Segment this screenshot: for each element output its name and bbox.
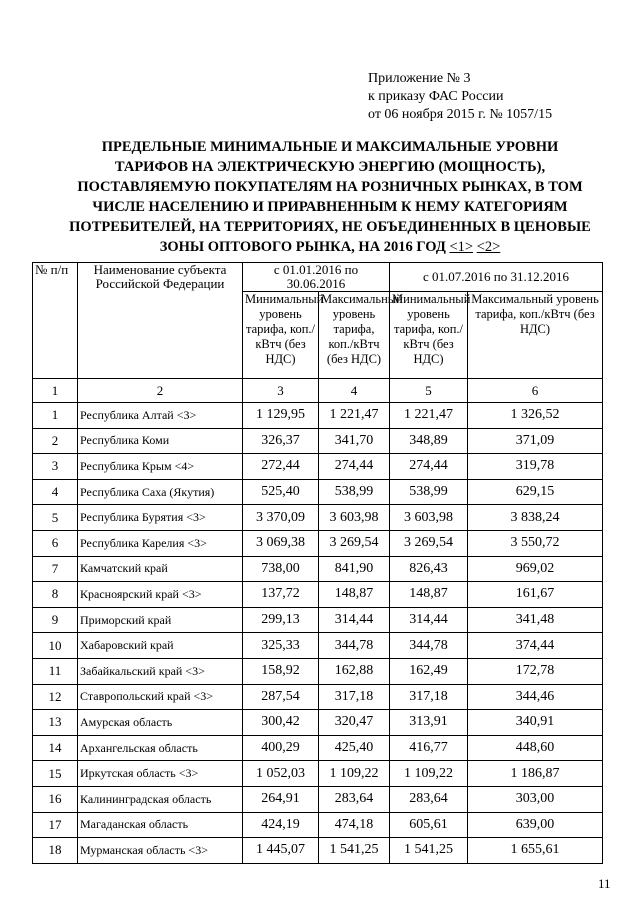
max-tariff-h2: 374,44 bbox=[468, 633, 603, 659]
min-tariff-h2: 826,43 bbox=[390, 556, 468, 582]
title-line-last bbox=[50, 237, 610, 257]
max-tariff-h1: 320,47 bbox=[319, 710, 390, 736]
table-row bbox=[33, 428, 603, 454]
max-tariff-h2: 161,67 bbox=[468, 582, 603, 608]
row-number: 8 bbox=[33, 582, 78, 608]
table-row bbox=[33, 812, 603, 838]
min-tariff-h1: 158,92 bbox=[243, 658, 319, 684]
max-tariff-h1: 474,18 bbox=[319, 812, 390, 838]
table-row bbox=[33, 761, 603, 787]
max-tariff-h1: 162,88 bbox=[319, 658, 390, 684]
table-row bbox=[33, 505, 603, 531]
table-row bbox=[33, 582, 603, 608]
subject-name: Республика Бурятия <3> bbox=[78, 505, 243, 531]
subject-name: Иркутская область <3> bbox=[78, 761, 243, 787]
max-tariff-h2: 969,02 bbox=[468, 556, 603, 582]
min-tariff-h2: 538,99 bbox=[390, 479, 468, 505]
table-row bbox=[33, 838, 603, 864]
min-tariff-h2: 3 603,98 bbox=[390, 505, 468, 531]
min-tariff-h2: 348,89 bbox=[390, 428, 468, 454]
min-tariff-h1: 326,37 bbox=[243, 428, 319, 454]
max-tariff-h1: 3 269,54 bbox=[319, 530, 390, 556]
row-number: 12 bbox=[33, 684, 78, 710]
min-tariff-h1: 1 445,07 bbox=[243, 838, 319, 864]
column-number: 6 bbox=[468, 379, 603, 403]
title-line: ПОСТАВЛЯЕМУЮ ПОКУПАТЕЛЯМ НА РОЗНИЧНЫХ РЫНКАХ, В ТОМ bbox=[77, 179, 583, 195]
header-max-1: Максимальный уровень тарифа, коп./кВтч (без НДС) bbox=[319, 292, 390, 379]
row-number: 14 bbox=[33, 735, 78, 761]
subject-name: Архангельская область bbox=[78, 735, 243, 761]
max-tariff-h2: 3 550,72 bbox=[468, 530, 603, 556]
appendix-line: к приказу ФАС России bbox=[368, 89, 504, 104]
header-min-2: Минимальный уровень тарифа, коп./кВтч (без НДС) bbox=[390, 292, 468, 379]
header-period-2: с 01.07.2016 по 31.12.2016 bbox=[390, 263, 603, 292]
max-tariff-h1: 538,99 bbox=[319, 479, 390, 505]
max-tariff-h2: 341,48 bbox=[468, 607, 603, 633]
max-tariff-h2: 340,91 bbox=[468, 710, 603, 736]
header-period-1: с 01.01.2016 по 30.06.2016 bbox=[243, 263, 390, 292]
subject-name: Республика Алтай <3> bbox=[78, 403, 243, 429]
min-tariff-h2: 314,44 bbox=[390, 607, 468, 633]
min-tariff-h2: 162,49 bbox=[390, 658, 468, 684]
max-tariff-h1: 317,18 bbox=[319, 684, 390, 710]
page-number: 11 bbox=[598, 876, 611, 891]
max-tariff-h1: 344,78 bbox=[319, 633, 390, 659]
table-row bbox=[33, 633, 603, 659]
row-number: 5 bbox=[33, 505, 78, 531]
max-tariff-h1: 841,90 bbox=[319, 556, 390, 582]
min-tariff-h1: 299,13 bbox=[243, 607, 319, 633]
subject-name: Забайкальский край <3> bbox=[78, 658, 243, 684]
subject-name: Калининградская область bbox=[78, 786, 243, 812]
max-tariff-h2: 1 655,61 bbox=[468, 838, 603, 864]
max-tariff-h2: 3 838,24 bbox=[468, 505, 603, 531]
max-tariff-h1: 274,44 bbox=[319, 454, 390, 480]
subject-name: Республика Саха (Якутия) bbox=[78, 479, 243, 505]
max-tariff-h2: 639,00 bbox=[468, 812, 603, 838]
max-tariff-h2: 344,46 bbox=[468, 684, 603, 710]
min-tariff-h2: 3 269,54 bbox=[390, 530, 468, 556]
row-number: 18 bbox=[33, 838, 78, 864]
max-tariff-h1: 425,40 bbox=[319, 735, 390, 761]
min-tariff-h1: 264,91 bbox=[243, 786, 319, 812]
min-tariff-h2: 1 541,25 bbox=[390, 838, 468, 864]
table-row bbox=[33, 556, 603, 582]
row-number: 15 bbox=[33, 761, 78, 787]
subject-name: Приморский край bbox=[78, 607, 243, 633]
row-number: 2 bbox=[33, 428, 78, 454]
min-tariff-h2: 283,64 bbox=[390, 786, 468, 812]
header-no: № п/п bbox=[33, 263, 78, 379]
appendix-line: Приложение № 3 bbox=[368, 71, 471, 86]
table-row bbox=[33, 684, 603, 710]
min-tariff-h2: 605,61 bbox=[390, 812, 468, 838]
max-tariff-h2: 1 326,52 bbox=[468, 403, 603, 429]
title-line: ТАРИФОВ НА ЭЛЕКТРИЧЕСКУЮ ЭНЕРГИЮ (МОЩНОСТЬ), bbox=[114, 159, 546, 175]
title-line: ПРЕДЕЛЬНЫЕ МИНИМАЛЬНЫЕ И МАКСИМАЛЬНЫЕ УРОВНИ bbox=[101, 139, 559, 155]
min-tariff-h1: 272,44 bbox=[243, 454, 319, 480]
appendix-line: от 06 ноября 2015 г. № 1057/15 bbox=[368, 107, 553, 122]
footnote-link-2[interactable]: <2> bbox=[476, 239, 501, 255]
min-tariff-h2: 1 221,47 bbox=[390, 403, 468, 429]
table-row bbox=[33, 403, 603, 429]
table-row bbox=[33, 607, 603, 633]
min-tariff-h1: 3 069,38 bbox=[243, 530, 319, 556]
max-tariff-h1: 1 109,22 bbox=[319, 761, 390, 787]
max-tariff-h1: 148,87 bbox=[319, 582, 390, 608]
min-tariff-h1: 3 370,09 bbox=[243, 505, 319, 531]
table-row bbox=[33, 735, 603, 761]
subject-name: Магаданская область bbox=[78, 812, 243, 838]
max-tariff-h1: 341,70 bbox=[319, 428, 390, 454]
row-number: 9 bbox=[33, 607, 78, 633]
header-subject-name: Наименование субъекта Российской Федерации bbox=[78, 263, 243, 379]
min-tariff-h2: 344,78 bbox=[390, 633, 468, 659]
column-number: 5 bbox=[390, 379, 468, 403]
row-number: 17 bbox=[33, 812, 78, 838]
subject-name: Хабаровский край bbox=[78, 633, 243, 659]
max-tariff-h2: 1 186,87 bbox=[468, 761, 603, 787]
row-number: 1 bbox=[33, 403, 78, 429]
max-tariff-h1: 1 221,47 bbox=[319, 403, 390, 429]
appendix-reference bbox=[368, 70, 552, 124]
table-row bbox=[33, 454, 603, 480]
min-tariff-h2: 148,87 bbox=[390, 582, 468, 608]
row-number: 3 bbox=[33, 454, 78, 480]
subject-name: Мурманская область <3> bbox=[78, 838, 243, 864]
max-tariff-h1: 283,64 bbox=[319, 786, 390, 812]
min-tariff-h2: 1 109,22 bbox=[390, 761, 468, 787]
max-tariff-h1: 314,44 bbox=[319, 607, 390, 633]
title-line: ЧИСЛЕ НАСЕЛЕНИЮ И ПРИРАВНЕННЫМ К НЕМУ КАТЕГОРИЯМ bbox=[92, 199, 568, 215]
subject-name: Республика Карелия <3> bbox=[78, 530, 243, 556]
min-tariff-h1: 424,19 bbox=[243, 812, 319, 838]
subject-name: Амурская область bbox=[78, 710, 243, 736]
max-tariff-h2: 319,78 bbox=[468, 454, 603, 480]
max-tariff-h2: 448,60 bbox=[468, 735, 603, 761]
title-line: ЗОНЫ ОПТОВОГО РЫНКА, НА 2016 ГОД bbox=[159, 239, 446, 255]
column-number: 3 bbox=[243, 379, 319, 403]
subject-name: Республика Коми bbox=[78, 428, 243, 454]
table-row bbox=[33, 710, 603, 736]
subject-name: Камчатский край bbox=[78, 556, 243, 582]
max-tariff-h1: 1 541,25 bbox=[319, 838, 390, 864]
column-number: 2 bbox=[78, 379, 243, 403]
min-tariff-h1: 400,29 bbox=[243, 735, 319, 761]
row-number: 4 bbox=[33, 479, 78, 505]
tariff-table bbox=[32, 262, 603, 864]
max-tariff-h2: 629,15 bbox=[468, 479, 603, 505]
min-tariff-h1: 137,72 bbox=[243, 582, 319, 608]
min-tariff-h1: 738,00 bbox=[243, 556, 319, 582]
min-tariff-h2: 416,77 bbox=[390, 735, 468, 761]
column-number: 4 bbox=[319, 379, 390, 403]
max-tariff-h2: 371,09 bbox=[468, 428, 603, 454]
table-row bbox=[33, 658, 603, 684]
max-tariff-h2: 303,00 bbox=[468, 786, 603, 812]
subject-name: Республика Крым <4> bbox=[78, 454, 243, 480]
min-tariff-h1: 525,40 bbox=[243, 479, 319, 505]
column-number: 1 bbox=[33, 379, 78, 403]
subject-name: Ставропольский край <3> bbox=[78, 684, 243, 710]
table-row bbox=[33, 479, 603, 505]
max-tariff-h1: 3 603,98 bbox=[319, 505, 390, 531]
row-number: 16 bbox=[33, 786, 78, 812]
table-row bbox=[33, 530, 603, 556]
document-title bbox=[50, 137, 610, 257]
min-tariff-h1: 300,42 bbox=[243, 710, 319, 736]
header-max-2: Максимальный уровень тарифа, коп./кВтч (без НДС) bbox=[468, 292, 603, 379]
min-tariff-h2: 313,91 bbox=[390, 710, 468, 736]
min-tariff-h2: 317,18 bbox=[390, 684, 468, 710]
table-row bbox=[33, 786, 603, 812]
footnote-link-1[interactable]: <1> bbox=[449, 239, 474, 255]
min-tariff-h1: 287,54 bbox=[243, 684, 319, 710]
max-tariff-h2: 172,78 bbox=[468, 658, 603, 684]
row-number: 6 bbox=[33, 530, 78, 556]
min-tariff-h2: 274,44 bbox=[390, 454, 468, 480]
row-number: 10 bbox=[33, 633, 78, 659]
min-tariff-h1: 1 052,03 bbox=[243, 761, 319, 787]
row-number: 13 bbox=[33, 710, 78, 736]
min-tariff-h1: 325,33 bbox=[243, 633, 319, 659]
row-number: 7 bbox=[33, 556, 78, 582]
subject-name: Красноярский край <3> bbox=[78, 582, 243, 608]
row-number: 11 bbox=[33, 658, 78, 684]
header-min-1: Минимальный уровень тарифа, коп./кВтч (без НДС) bbox=[243, 292, 319, 379]
min-tariff-h1: 1 129,95 bbox=[243, 403, 319, 429]
title-line: ПОТРЕБИТЕЛЕЙ, НА ТЕРРИТОРИЯХ, НЕ ОБЪЕДИНЕННЫХ В ЦЕНОВЫЕ bbox=[69, 219, 591, 235]
